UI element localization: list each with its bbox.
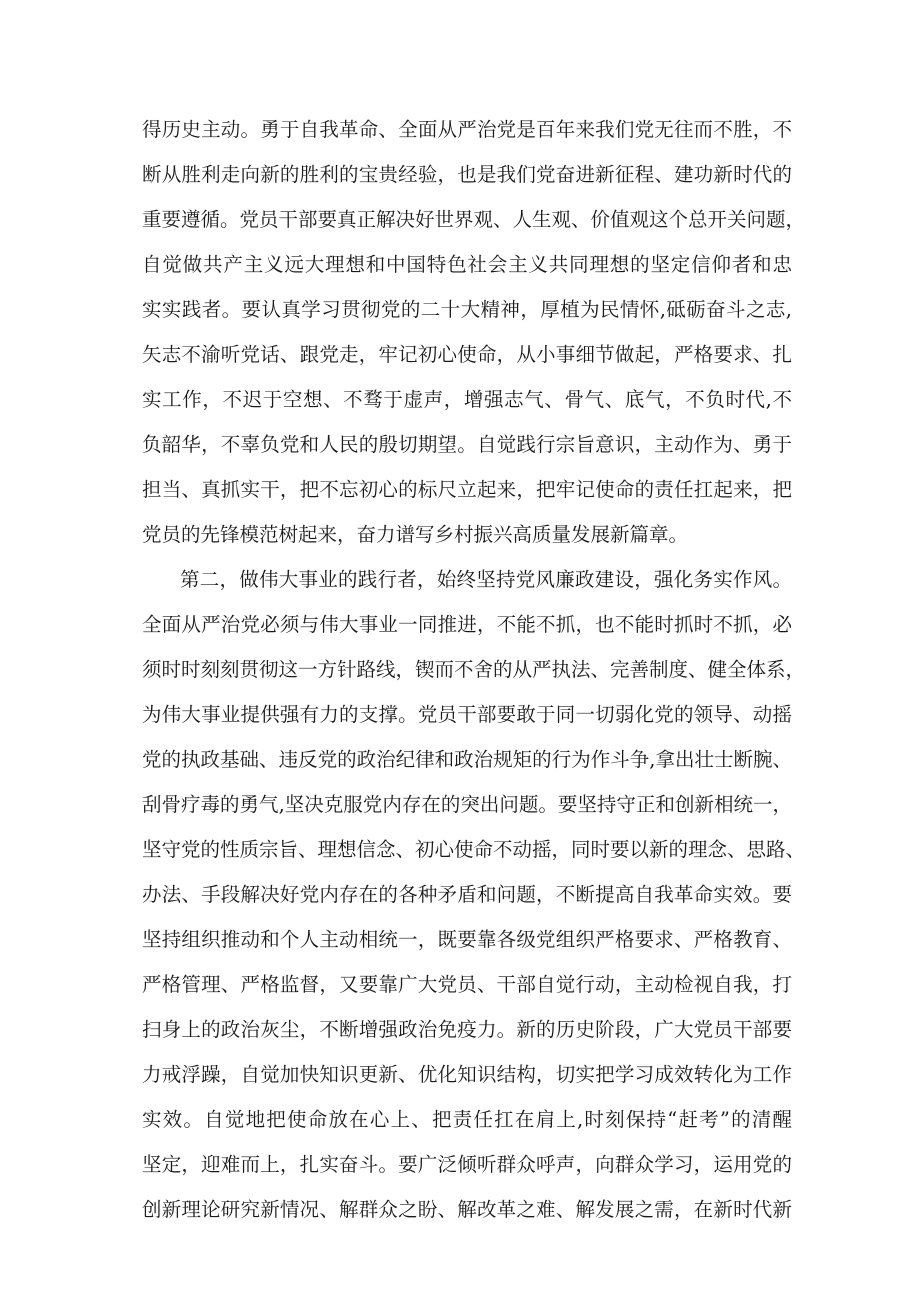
paragraph-line: 实实践者。要认真学习贯彻党的二十大精神，厚植为民情怀,砥砺奋斗之志, [142,298,792,321]
paragraph-line: 严格管理、严格监督，又要靠广大党员、干部自觉行动，主动检视自我，打 [142,973,792,996]
paragraph-line: 全面从严治党必须与伟大事业一同推进，不能不抓，也不能时抓时不抓，必 [142,613,792,636]
paragraph-line: 担当、真抓实干，把不忘初心的标尺立起来，把牢记使命的责任扛起来，把 [142,478,792,501]
paragraph-line: 坚持组织推动和个人主动相统一，既要靠各级党组织严格要求、严格教育、 [142,928,792,951]
paragraph-line: 刮骨疗毒的勇气,坚决克服党内存在的突出问题。要坚持守正和创新相统一， [142,793,792,816]
paragraph-line: 创新理论研究新情况、解群众之盼、解改革之难、解发展之需，在新时代新 [142,1198,792,1221]
paragraph-line: 须时时刻刻贯彻这一方针路线，锲而不舍的从严执法、完善制度、健全体系， [142,658,806,681]
paragraph-line: 党员的先锋模范树起来，奋力谱写乡村振兴高质量发展新篇章。 [142,523,689,546]
paragraph-line: 力戒浮躁，自觉加快知识更新、优化知识结构，切实把学习成效转化为工作 [142,1063,792,1086]
paragraph-line: 为伟大事业提供强有力的支撑。党员干部要敢于同一切弱化党的领导、动摇 [142,703,792,726]
paragraph-line: 矢志不渝听党话、跟党走，牢记初心使命，从小事细节做起，严格要求、扎 [142,343,792,366]
paragraph-line: 扫身上的政治灰尘，不断增强政治免疫力。新的历史阶段，广大党员干部要 [142,1018,792,1041]
paragraph-line: 坚守党的性质宗旨、理想信念、初心使命不动摇，同时要以新的理念、思路、 [142,838,806,861]
paragraph-line: 党的执政基础、违反党的政治纪律和政治规矩的行为作斗争,拿出壮士断腕、 [142,748,792,771]
paragraph-line: 断从胜利走向新的胜利的宝贵经验，也是我们党奋进新征程、建功新时代的 [142,163,792,186]
paragraph-line: 实工作，不迟于空想、不骛于虚声，增强志气、骨气、底气，不负时代,不 [142,388,792,411]
paragraph-line: 坚定，迎难而上，扎实奋斗。要广泛倾听群众呼声，向群众学习，运用党的 [142,1153,792,1176]
paragraph-line: 得历史主动。勇于自我革命、全面从严治党是百年来我们党无往而不胜，不 [142,118,792,141]
paragraph-line: 重要遵循。党员干部要真正解决好世界观、人生观、价值观这个总开关问题， [142,208,806,231]
paragraph-line: 负韶华，不辜负党和人民的殷切期望。自觉践行宗旨意识，主动作为、勇于 [142,433,792,456]
paragraph-line: 第二，做伟大事业的践行者，始终坚持党风廉政建设，强化务实作风。 [180,568,792,591]
paragraph-line: 实效。自觉地把使命放在心上、把责任扛在肩上,时刻保持“赶考”的清醒 [142,1108,792,1131]
paragraph-line: 自觉做共产主义远大理想和中国特色社会主义共同理想的坚定信仰者和忠 [142,253,792,276]
paragraph-line: 办法、手段解决好党内存在的各种矛盾和问题，不断提高自我革命实效。要 [142,883,792,906]
